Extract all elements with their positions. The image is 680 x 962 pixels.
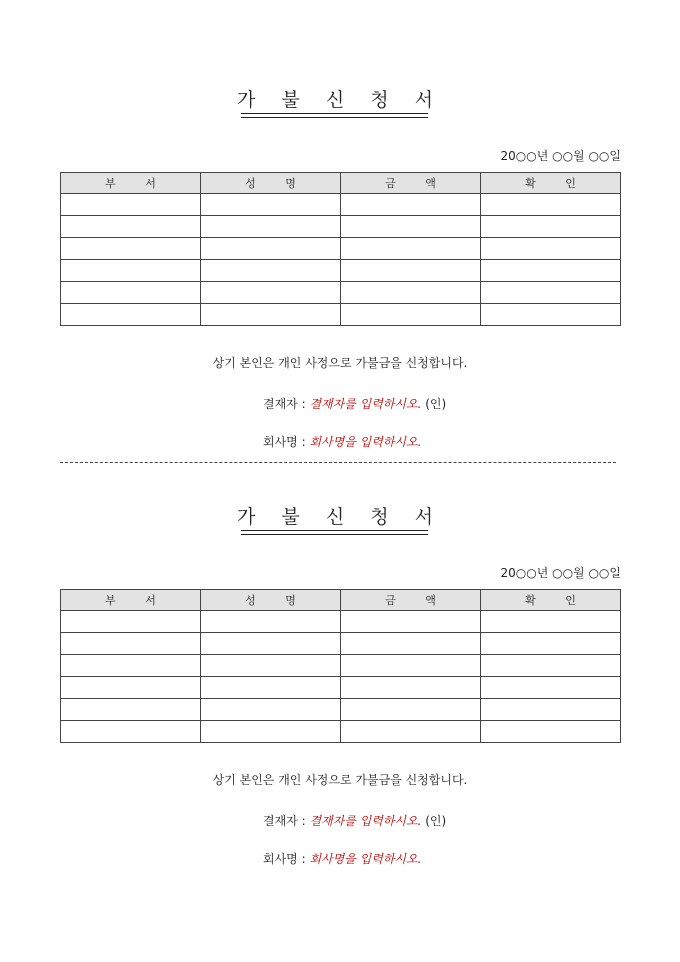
table-row bbox=[61, 655, 621, 677]
cell-confirm[interactable] bbox=[481, 282, 621, 304]
cell-department[interactable] bbox=[61, 699, 201, 721]
approver-line bbox=[263, 396, 446, 412]
table-header-row bbox=[61, 173, 621, 194]
cell-name[interactable] bbox=[201, 194, 341, 216]
table-row bbox=[61, 282, 621, 304]
cell-name[interactable] bbox=[201, 655, 341, 677]
cell-confirm[interactable] bbox=[481, 194, 621, 216]
cell-amount[interactable] bbox=[341, 677, 481, 699]
company-input[interactable]: 회사명을 입력하시오. bbox=[309, 435, 422, 449]
cell-name[interactable] bbox=[201, 699, 341, 721]
request-table bbox=[60, 172, 621, 326]
header-confirm: 확 인 bbox=[481, 173, 621, 194]
cell-department[interactable] bbox=[61, 633, 201, 655]
cell-department[interactable] bbox=[61, 721, 201, 743]
cell-department[interactable] bbox=[61, 611, 201, 633]
cell-name[interactable] bbox=[201, 216, 341, 238]
cell-amount[interactable] bbox=[341, 699, 481, 721]
table-row bbox=[61, 721, 621, 743]
cell-name[interactable] bbox=[201, 611, 341, 633]
cell-confirm[interactable] bbox=[481, 633, 621, 655]
table-body bbox=[61, 611, 621, 743]
cell-confirm[interactable] bbox=[481, 677, 621, 699]
cell-department[interactable] bbox=[61, 238, 201, 260]
table-row bbox=[61, 304, 621, 326]
table-row bbox=[61, 238, 621, 260]
table-row bbox=[61, 260, 621, 282]
title-double-underline bbox=[241, 530, 428, 535]
table-row bbox=[61, 216, 621, 238]
request-statement: 상기 본인은 개인 사정으로 가불금을 신청합니다. bbox=[212, 773, 468, 787]
cell-name[interactable] bbox=[201, 282, 341, 304]
header-amount: 금 액 bbox=[341, 173, 481, 194]
cell-confirm[interactable] bbox=[481, 611, 621, 633]
seal-mark: (인) bbox=[421, 397, 447, 411]
cell-amount[interactable] bbox=[341, 304, 481, 326]
approver-input[interactable]: 결재자를 입력하시오. bbox=[309, 814, 422, 828]
header-amount: 금 액 bbox=[341, 590, 481, 611]
table-row bbox=[61, 611, 621, 633]
request-table bbox=[60, 589, 621, 743]
cell-confirm[interactable] bbox=[481, 260, 621, 282]
cell-department[interactable] bbox=[61, 304, 201, 326]
form-date: 20○○년 ○○월 ○○일 bbox=[500, 566, 621, 580]
cell-confirm[interactable] bbox=[481, 304, 621, 326]
cell-department[interactable] bbox=[61, 677, 201, 699]
approver-label: 결재자 : bbox=[263, 814, 310, 828]
company-input[interactable]: 회사명을 입력하시오. bbox=[309, 852, 422, 866]
form-date: 20○○년 ○○월 ○○일 bbox=[500, 149, 621, 163]
header-department: 부 서 bbox=[61, 590, 201, 611]
header-name: 성 명 bbox=[201, 173, 341, 194]
cell-name[interactable] bbox=[201, 721, 341, 743]
cell-name[interactable] bbox=[201, 633, 341, 655]
title-double-underline bbox=[241, 113, 428, 118]
advance-request-form-1 bbox=[0, 0, 680, 449]
cell-name[interactable] bbox=[201, 260, 341, 282]
table-body bbox=[61, 194, 621, 326]
approver-label: 결재자 : bbox=[263, 397, 310, 411]
header-confirm: 확 인 bbox=[481, 590, 621, 611]
header-name: 성 명 bbox=[201, 590, 341, 611]
approver-input[interactable]: 결재자를 입력하시오. bbox=[309, 397, 422, 411]
cell-department[interactable] bbox=[61, 216, 201, 238]
cell-amount[interactable] bbox=[341, 721, 481, 743]
table-header-row bbox=[61, 590, 621, 611]
cell-confirm[interactable] bbox=[481, 238, 621, 260]
cell-amount[interactable] bbox=[341, 655, 481, 677]
cell-amount[interactable] bbox=[341, 633, 481, 655]
cell-confirm[interactable] bbox=[481, 699, 621, 721]
cell-amount[interactable] bbox=[341, 282, 481, 304]
form-title: 가 불 신 청 서 bbox=[237, 506, 443, 528]
cell-amount[interactable] bbox=[341, 194, 481, 216]
cell-name[interactable] bbox=[201, 238, 341, 260]
company-line bbox=[263, 851, 421, 867]
cell-name[interactable] bbox=[201, 677, 341, 699]
cell-amount[interactable] bbox=[341, 238, 481, 260]
cell-confirm[interactable] bbox=[481, 721, 621, 743]
cell-department[interactable] bbox=[61, 194, 201, 216]
cell-confirm[interactable] bbox=[481, 655, 621, 677]
form-title: 가 불 신 청 서 bbox=[237, 89, 443, 111]
cell-amount[interactable] bbox=[341, 611, 481, 633]
request-statement: 상기 본인은 개인 사정으로 가불금을 신청합니다. bbox=[212, 356, 468, 370]
table-row bbox=[61, 699, 621, 721]
table-row bbox=[61, 677, 621, 699]
cell-name[interactable] bbox=[201, 304, 341, 326]
company-label: 회사명 : bbox=[263, 852, 310, 866]
seal-mark: (인) bbox=[421, 814, 447, 828]
company-label: 회사명 : bbox=[263, 435, 310, 449]
cell-department[interactable] bbox=[61, 260, 201, 282]
header-department: 부 서 bbox=[61, 173, 201, 194]
cell-amount[interactable] bbox=[341, 260, 481, 282]
cell-department[interactable] bbox=[61, 655, 201, 677]
table-row bbox=[61, 633, 621, 655]
cell-department[interactable] bbox=[61, 282, 201, 304]
table-row bbox=[61, 194, 621, 216]
cell-confirm[interactable] bbox=[481, 216, 621, 238]
approver-line bbox=[263, 813, 446, 829]
advance-request-form-2 bbox=[0, 417, 680, 866]
cell-amount[interactable] bbox=[341, 216, 481, 238]
